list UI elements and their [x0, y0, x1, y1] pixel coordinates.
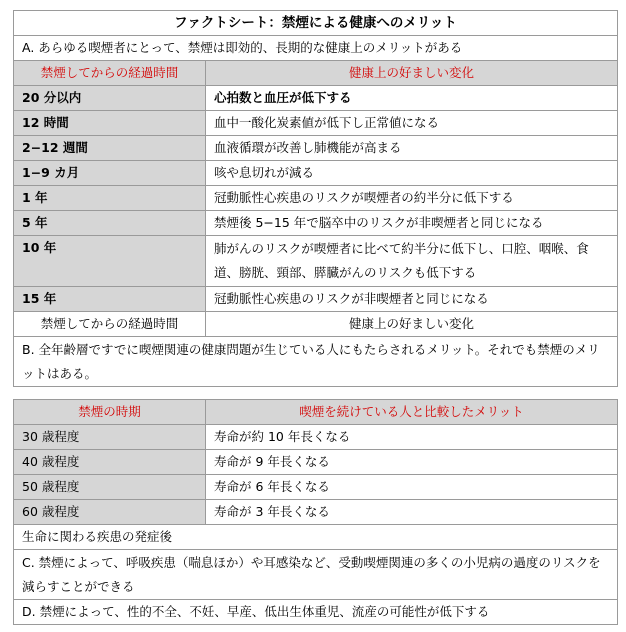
- health-change-cell: 血中一酸化炭素値が低下し正常値になる: [206, 111, 618, 136]
- benefit-cell: 寿命が約 10 年長くなる: [206, 425, 618, 450]
- health-change-cell: 禁煙後 5−15 年で脳卒中のリスクが非喫煙者と同じになる: [206, 211, 618, 236]
- fact-sheet-table: [13, 10, 618, 387]
- quit-age-cell: 60 歳程度: [14, 500, 206, 525]
- quit-age-table: [13, 399, 618, 625]
- table-row: [14, 475, 618, 500]
- header-health-change: 健康上の好ましい変化: [206, 61, 618, 86]
- health-change-cell: 冠動脈性心疾患のリスクが喫煙者の約半分に低下する: [206, 186, 618, 211]
- health-change-cell: 肺がんのリスクが喫煙者に比べて約半分に低下し、口腔、咽喉、食道、膀胱、頸部、膵臓がんのリスクも低下する: [206, 236, 618, 287]
- elapsed-time-cell: 1−9 カ月: [14, 161, 206, 186]
- footer-health-change: 健康上の好ましい変化: [206, 312, 618, 337]
- table-row: [14, 186, 618, 211]
- health-change-cell: 心拍数と血圧が低下する: [206, 86, 618, 111]
- elapsed-time-cell: 2−12 週間: [14, 136, 206, 161]
- quit-age-cell: 40 歳程度: [14, 450, 206, 475]
- fact-sheet-title: ファクトシート：禁煙による健康へのメリット: [14, 11, 618, 36]
- header-elapsed-time: 禁煙してからの経過時間: [14, 61, 206, 86]
- table-row: [14, 500, 618, 525]
- elapsed-time-cell: 5 年: [14, 211, 206, 236]
- note-b: B. 全年齢層ですでに喫煙関連の健康問題が生じている人にもたらされるメリット。それでも禁煙のメリットはある。: [14, 337, 618, 387]
- benefit-cell: 寿命が 9 年長くなる: [206, 450, 618, 475]
- table-row: [14, 236, 618, 287]
- header-quit-timing: 禁煙の時期: [14, 400, 206, 425]
- elapsed-time-cell: 20 分以内: [14, 86, 206, 111]
- health-change-cell: 血液循環が改善し肺機能が高まる: [206, 136, 618, 161]
- note-d: D. 禁煙によって、性的不全、不妊、早産、低出生体重児、流産の可能性が低下する: [14, 600, 618, 625]
- table-row: [14, 450, 618, 475]
- table-row: [14, 111, 618, 136]
- benefit-cell: 寿命が 3 年長くなる: [206, 500, 618, 525]
- footer-elapsed-time: 禁煙してからの経過時間: [14, 312, 206, 337]
- benefit-cell: 寿命が 6 年長くなる: [206, 475, 618, 500]
- after-onset-label: 生命に関わる疾患の発症後: [14, 525, 618, 550]
- table-row: [14, 136, 618, 161]
- note-a: A. あらゆる喫煙者にとって、禁煙は即効的、長期的な健康上のメリットがある: [14, 36, 618, 61]
- table-row: [14, 86, 618, 111]
- header-benefit: 喫煙を続けている人と比較したメリット: [206, 400, 618, 425]
- note-c: C. 禁煙によって、呼吸疾患（喘息ほか）や耳感染など、受動喫煙関連の多くの小児病の過度のリスクを減らすことができる: [14, 550, 618, 600]
- health-change-cell: 咳や息切れが減る: [206, 161, 618, 186]
- elapsed-time-cell: 15 年: [14, 287, 206, 312]
- table-row: [14, 425, 618, 450]
- health-change-cell: 冠動脈性心疾患のリスクが非喫煙者と同じになる: [206, 287, 618, 312]
- elapsed-time-cell: 12 時間: [14, 111, 206, 136]
- table-row: [14, 211, 618, 236]
- table-row: [14, 161, 618, 186]
- quit-age-cell: 30 歳程度: [14, 425, 206, 450]
- table-row: [14, 287, 618, 312]
- elapsed-time-cell: 1 年: [14, 186, 206, 211]
- elapsed-time-cell: 10 年: [14, 236, 206, 287]
- quit-age-cell: 50 歳程度: [14, 475, 206, 500]
